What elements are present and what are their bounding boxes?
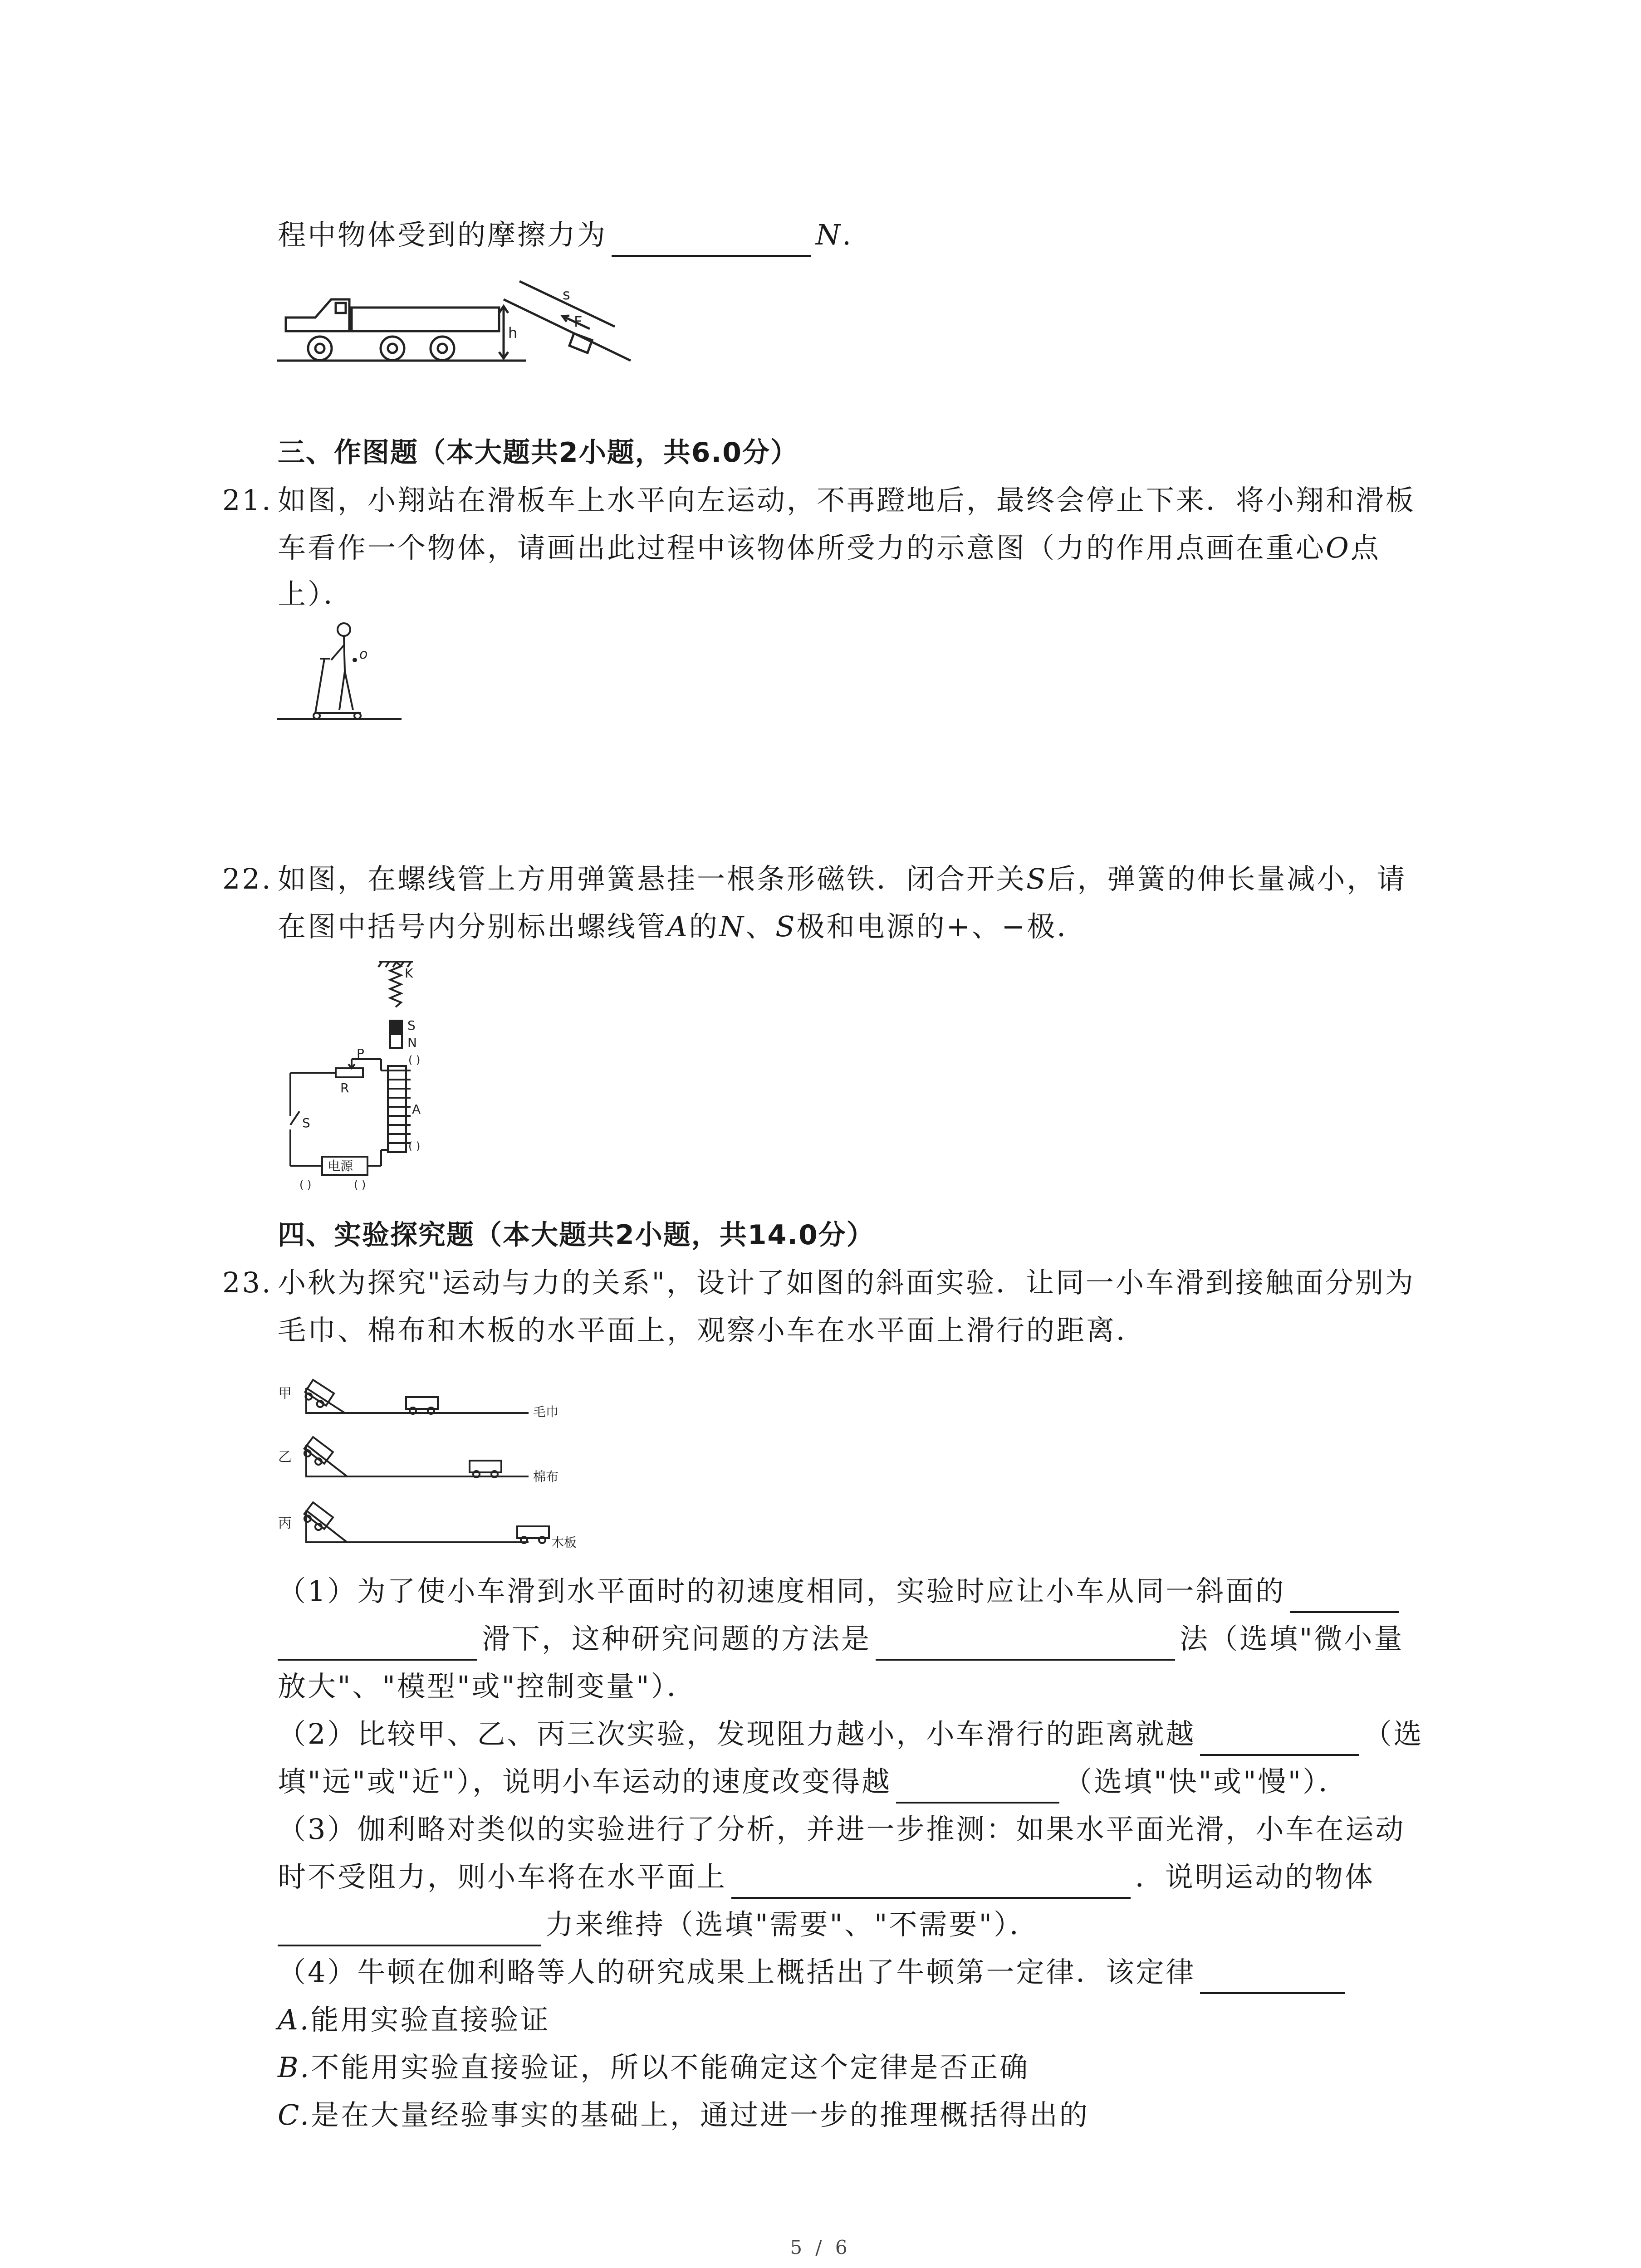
q23-p1-blank2[interactable] (876, 1627, 1175, 1661)
row2-label: 乙 (278, 1449, 292, 1465)
q23-line2: 毛巾、棉布和木板的水平面上，观察小车在水平面上滑行的距离． (278, 1314, 1146, 1347)
row3-label: 丙 (278, 1515, 292, 1531)
q21-text2: 车看作一个物体，请画出此过程中该物体所受力的示意图（力的作用点画在重心 (278, 531, 1326, 564)
q23-option-c[interactable] (278, 2093, 1089, 2137)
row3-surface: 木板 (551, 1535, 577, 1550)
section4-heading: 四、实验探究题（本大题共2小题，共14.0分） (278, 1219, 875, 1251)
q23-p1-blank1-end[interactable] (278, 1627, 477, 1661)
row2-surface: 棉布 (533, 1469, 559, 1484)
q23-p1-text-c: 法（选填"微小量 (1180, 1622, 1404, 1655)
solenoid-label-a: A (412, 1102, 421, 1117)
q21-line3: 上）． (278, 577, 354, 611)
q20-unit: N (816, 218, 843, 251)
q23-option-b[interactable] (278, 2046, 1029, 2089)
q23-p1-blank1-start[interactable] (1290, 1579, 1399, 1613)
q22-pole-n: N (719, 910, 746, 943)
q23-p3-blank1[interactable] (731, 1865, 1131, 1899)
incline-experiment-figure (274, 1361, 601, 1560)
solenoid-circuit-figure (277, 957, 485, 1193)
row1-surface: 毛巾 (533, 1404, 559, 1419)
q23-p4-text: （4）牛顿在伽利略等人的研究成果上概括出了牛顿第一定律．该定律 (278, 1955, 1196, 1989)
q23-p2-text-c: 填"远"或"近"），说明小车运动的速度改变得越 (278, 1765, 892, 1798)
magnet-label-s: S (407, 1018, 416, 1033)
q22-switch-s: S (1026, 862, 1048, 895)
q21-line1 (222, 479, 1416, 522)
row1-label: 甲 (278, 1386, 292, 1402)
q23-option-c-text: 是在大量经验事实的基础上，通过进一步的推理概括得出的 (310, 2098, 1089, 2131)
q23-p1-line1 (278, 1569, 1403, 1613)
q23-option-a[interactable] (278, 1998, 550, 2042)
q21-line2 (278, 526, 1381, 570)
q20-period: . (842, 218, 853, 251)
scooter-figure (277, 617, 413, 730)
q23-p2-line1 (278, 1712, 1423, 1756)
q20-answer-blank[interactable] (612, 223, 811, 257)
truck-label-s: s (563, 286, 570, 303)
q23-text1: 小秋为探究"运动与力的关系"，设计了如图的斜面实验．让同一小车滑到接触面分别为 (278, 1266, 1416, 1299)
page-number: 5 / 6 (790, 2236, 851, 2258)
q23-p4-line (278, 1950, 1350, 1994)
scooter-label-o: o (359, 646, 368, 662)
q23-option-c-letter: C. (278, 2098, 311, 2131)
q23-p1-text-a: （1）为了使小车滑到水平面时的初速度相同，实验时应让小车从同一斜面的 (278, 1574, 1286, 1608)
q20-tail-line (278, 213, 853, 257)
q22-line1 (222, 857, 1407, 901)
q23-option-b-letter: B. (278, 2051, 311, 2084)
q23-p3-line2 (278, 1855, 1375, 1899)
q23-line1 (222, 1261, 1415, 1305)
solenoid-top-paren: ( ) (408, 1054, 421, 1066)
q23-p4-blank[interactable] (1200, 1960, 1345, 1994)
circuit-label-k: K (405, 966, 413, 981)
q21-text2-end: 点 (1350, 531, 1381, 564)
q22-text2c: 极和电源的+、−极． (796, 910, 1087, 943)
switch-label-s: S (302, 1115, 310, 1130)
q21-o-point: O (1326, 531, 1351, 564)
power-source-label: 电源 (328, 1158, 353, 1173)
q23-p3-line1: （3）伽利略对类似的实验进行了分析，并进一步推测：如果水平面光滑，小车在运动 (278, 1813, 1406, 1846)
q21-number: 21. (222, 484, 273, 517)
q23-p1-line3: 放大"、"模型"或"控制变量"）． (278, 1670, 697, 1703)
q23-p2-text-a: （2）比较甲、乙、丙三次实验，发现阻力越小，小车滑行的距离就越 (278, 1717, 1196, 1750)
solenoid-bottom-paren: ( ) (408, 1140, 421, 1153)
q22-text1a: 如图，在螺线管上方用弹簧悬挂一根条形磁铁．闭合开关 (278, 862, 1027, 895)
q23-number: 23. (222, 1266, 273, 1299)
q23-p2-blank1[interactable] (1200, 1722, 1359, 1756)
q23-p2-line2 (278, 1760, 1348, 1804)
rheostat-label-p: P (357, 1046, 364, 1061)
q23-p2-text-d: （选填"快"或"慢"）． (1064, 1765, 1349, 1798)
truck-label-f: F (574, 313, 583, 330)
q23-p1-line2 (278, 1617, 1404, 1661)
q22-pole-s: S (775, 910, 797, 943)
truck-ramp-figure (272, 272, 635, 376)
q23-p3-line3 (278, 1903, 1039, 1946)
q20-tail-text: 程中物体受到的摩擦力为 (278, 218, 607, 251)
q23-option-a-text: 能用实验直接验证 (310, 2003, 550, 2036)
q22-sep: 、 (745, 910, 776, 943)
truck-label-h: h (508, 324, 518, 342)
q23-p3-text-d: 力来维持（选填"需要"、"不需要"）． (545, 1908, 1040, 1941)
q21-text1: 如图，小翔站在滑板车上水平向左运动，不再蹬地后，最终会停止下来．将小翔和滑板 (278, 484, 1416, 517)
q23-p2-text-b: （选 (1363, 1717, 1424, 1750)
q23-p1-text-b: 滑下，这种研究问题的方法是 (482, 1622, 872, 1655)
q22-text2b: 的 (689, 910, 719, 943)
q23-p2-blank2[interactable] (896, 1770, 1059, 1804)
power-left-paren: ( ) (299, 1178, 312, 1191)
q22-text2a: 在图中括号内分别标出螺线管 (278, 910, 667, 943)
q23-option-a-letter: A. (278, 2003, 311, 2036)
rheostat-label-r: R (340, 1080, 349, 1095)
q22-line2 (278, 905, 1087, 948)
section3-heading: 三、作图题（本大题共2小题，共6.0分） (278, 437, 799, 469)
q22-number: 22. (222, 862, 273, 895)
q23-p3-blank2[interactable] (278, 1913, 541, 1946)
q22-coil-a: A (667, 910, 689, 943)
q23-option-b-text: 不能用实验直接验证，所以不能确定这个定律是否正确 (311, 2051, 1030, 2084)
q23-p3-text-c: ．说明运动的物体 (1135, 1860, 1375, 1893)
power-right-paren: ( ) (354, 1178, 366, 1191)
q23-p3-text-b: 时不受阻力，则小车将在水平面上 (278, 1860, 727, 1893)
q22-text1b: 后，弹簧的伸长量减小，请 (1047, 862, 1407, 895)
magnet-label-n: N (407, 1035, 417, 1050)
